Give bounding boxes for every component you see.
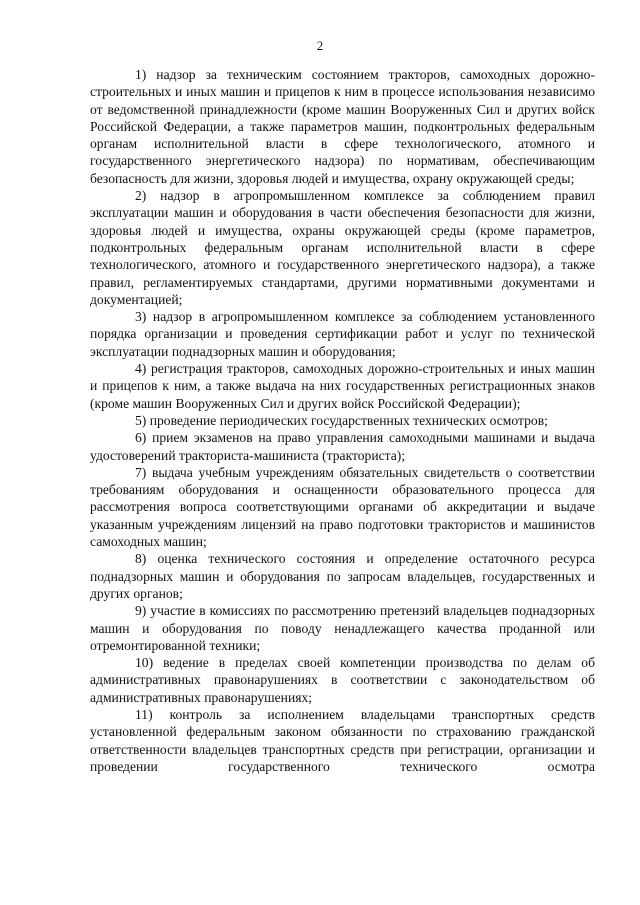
- paragraph-item-6: 6) прием экзаменов на право управления самоходными машинами и выдача удостоверений тракториста-машиниста (тракториста);: [90, 430, 595, 463]
- paragraph-item-1: 1) надзор за техническим состоянием тракторов, самоходных дорожно-строительных и иных машин и прицепов к ним в процессе использования независимо от ведомственной принадлежности (кроме машин Вооруженных Сил и других войск Российской Федерации, а также параметров машин, подконтрольных федеральным органам исполнительной власти в сфере технологического, атомного и государственного энергетического надзора) по нормативам, обеспечивающим безопасность для жизни, здоровья людей и имущества, охрану окружающей среды;: [90, 67, 595, 186]
- paragraph-item-11: 11) контроль за исполнением владельцами транспортных средств установленной федеральным законом обязанности по страхованию гражданской ответственности владельцев транспортных средств при регистрации, организации и проведении государственного технического осмотра: [90, 706, 595, 774]
- page-number: 2: [316, 38, 324, 53]
- paragraph-item-10: 10) ведение в пределах своей компетенции производства по делам об административных правонарушениях в соответствии с законодательством об административных правонарушениях;: [90, 655, 595, 705]
- document-body: [90, 66, 595, 775]
- paragraph-item-7: 7) выдача учебным учреждениям обязательных свидетельств о соответствии требованиям оборудования и оснащенности образовательного процесса для рассмотрения вопроса соответствующими органами об аккредитации и выдаче указанным учреждениям лицензий на право подготовки трактористов и машинистов самоходных машин;: [90, 464, 595, 550]
- paragraph-item-9: 9) участие в комиссиях по рассмотрению претензий владельцев поднадзорных машин и оборудования по поводу ненадлежащего качества проданной или отремонтированной техники;: [90, 603, 595, 653]
- paragraph-item-4: 4) регистрация тракторов, самоходных дорожно-строительных и иных машин и прицепов к ним, а также выдача на них государственных регистрационных знаков (кроме машин Вооруженных Сил и других войск Российской Федерации);: [90, 361, 595, 411]
- paragraph-item-2: 2) надзор в агропромышленном комплексе за соблюдением правил эксплуатации машин и оборудования в части обеспечения безопасности для жизни, здоровья людей и имущества, охраны окружающей среды (кроме параметров, подконтрольных федеральным органам исполнительной власти в сфере технологического, атомного и государственного энергетического надзора), а также правил, регламентируемых стандартами, другими нормативными документами и документацией;: [90, 188, 595, 307]
- paragraph-item-3: 3) надзор в агропромышленном комплексе за соблюдением установленного порядка организации и проведения сертификации работ и услуг по технической эксплуатации поднадзорных машин и оборудования;: [90, 309, 595, 359]
- paragraph-item-5: 5) проведение периодических государственных технических осмотров;: [135, 412, 548, 428]
- paragraph-item-8: 8) оценка технического состояния и определение остаточного ресурса поднадзорных машин и оборудования по запросам владельцев, государственных и других органов;: [90, 551, 595, 601]
